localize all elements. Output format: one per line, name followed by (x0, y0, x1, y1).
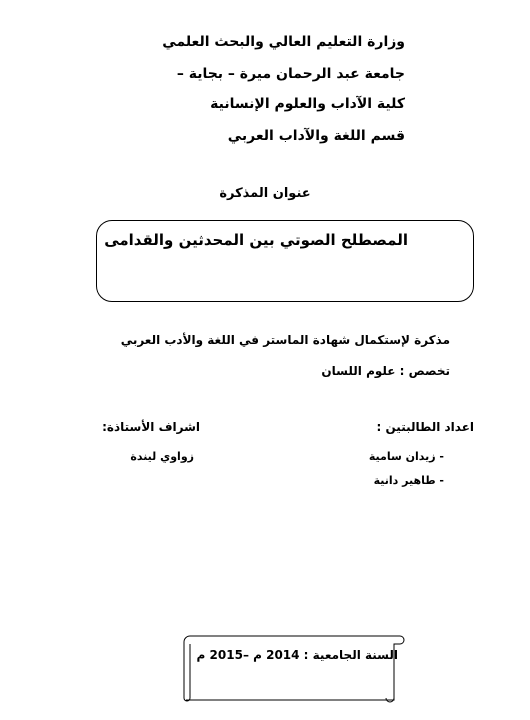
specialty-statement: تخصص : علوم اللسان (321, 364, 450, 378)
academic-year: السنة الجامعية : 2014 م –2015 م (196, 648, 398, 662)
thesis-title-label: عنوان المذكرة (219, 186, 311, 201)
degree-statement: مذكرة لإستكمال شهادة الماستر في اللغة والأدب العربي (120, 333, 450, 347)
department-name: قسم اللغة والآداب العربي (227, 128, 405, 144)
faculty-name: كلية الآداب والعلوم الإنسانية (210, 96, 405, 112)
ministry-name: وزارة التعليم العالي والبحث العلمي (162, 34, 405, 50)
university-name: جامعة عبد الرحمان ميرة – بجاية – (176, 66, 405, 82)
student-name: - زيدان سامية (368, 450, 444, 463)
supervisor-name: زواوي ليندة (130, 450, 194, 463)
thesis-title: المصطلح الصوتي بين المحدثين والقدامى (104, 231, 408, 249)
students-label: اعداد الطالبتين : (376, 420, 474, 434)
scroll-frame (178, 632, 406, 704)
student-name: - طاهير دانية (373, 474, 444, 487)
supervisor-label: اشراف الأستاذة: (102, 420, 200, 434)
